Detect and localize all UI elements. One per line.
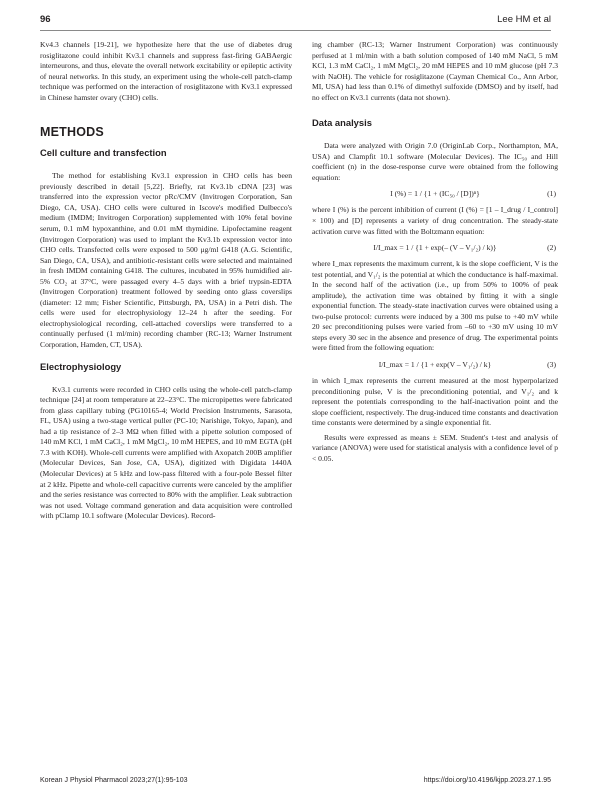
equation-2-explanation: where I_max represents the maximum current, k is the slope coefficient, V is the test potential, and V₁/₂ is the potential at which the conductance is half-maximal. In the second half of the activation (i.e., up from 50% to 100% of peak amplitude), the activation time was obtained by fitting it with a single exponential function. The steady-state inactivation curves were obtained using a two-pulse protocol: currents were induced by a 300 ms pulse to +40 mV while 20 sec preconditioning pulses were varied from –60 to +30 mV using 10 mV steps every 30 sec in the absence and presence of drug. The experimental points were fitted from the following equation: bbox=[312, 259, 558, 353]
journal-citation: Korean J Physiol Pharmacol 2023;27(1):95-103 bbox=[40, 777, 188, 784]
cell-culture-paragraph: The method for establishing Kv3.1 expression in CHO cells has been previously described in detail [5,22]. Briefly, rat Kv3.1b cDNA [23] was transferred into the expression vector pRc/CMV (Invitrogen Corporation, San Diego, CA, USA). CHO cells were cultured in Iscove's modified Dulbecco's medium (IMDM; Invitrogen Corporation) supplemented with 10% fetal bovine serum, 0.1 mM hypoxanthine, and 0.01 mM thymidine. Lipofectamine reagent (Invitrogen Corporation) was used to implant the Kv3.1b expression vector into CHO cells. Transfected cells were exposed to 500 μg/ml G418 (A.G. Scientific, San Diego, CA, USA), and antibiotic-resistant cells were selected and maintained in fresh IMDM containing G418. The cultures, incubated in 95% humidified air-5% CO₂ at 37°C, were passaged every 4–5 days with a brief trypsin-EDTA (Invitrogen Corporation) treatment followed by seeding onto glass coverslips (diameter: 12 mm; Fisher Scientific, Pittsburgh, PA, USA) in a Petri dish. The cells were used for electrophysiology 12–24 h after the seeding. For electrophysiological recording, cell-attached coverslips were transferred to a continually perfused (1 ml/min) recording chamber (RC-13; Warner Instrument Corporation, Hamden, CT, USA). bbox=[40, 171, 292, 350]
methods-heading: METHODS bbox=[40, 125, 104, 140]
equation-1-formula: I (%) = 1 / {1 + (IC₅₀ / [D])ⁿ} bbox=[390, 189, 480, 199]
equation-3-number: (3) bbox=[547, 360, 556, 370]
page-number: 96 bbox=[40, 14, 51, 25]
intro-paragraph: Kv4.3 channels [19-21], we hypothesize here that the use of diabetes drug rosiglitazone could inhibit Kv3.1 channels and suppress fast-firing GABAergic interneurons, and thus, elevate the overall network excitability or epileptic activity of neural networks. In this study, an experiment using the whole-cell patch-clamp technique was performed on the interaction of rosiglitazone with Kv3.1 expressed in Chinese hamster ovary (CHO) cells. bbox=[40, 40, 292, 102]
electrophysiology-heading: Electrophysiology bbox=[40, 360, 122, 372]
equation-2-number: (2) bbox=[547, 243, 556, 253]
equation-1 bbox=[312, 183, 558, 205]
equation-1-number: (1) bbox=[547, 189, 556, 199]
cell-culture-heading: Cell culture and transfection bbox=[40, 147, 167, 159]
doi-link[interactable]: https://doi.org/10.4196/kjpp.2023.27.1.95 bbox=[423, 777, 551, 784]
page-header bbox=[40, 14, 551, 30]
running-authors: Lee HM et al bbox=[497, 14, 551, 25]
header-rule bbox=[40, 30, 551, 31]
equation-3-explanation: in which I_max represents the current measured at the most hyperpolarized preconditioning pulse, V is the preconditioning potential, and V₁/₂ and k represent the potentials corresponding to the half-inactivation point and the slope coefficient, respectively. The drug-induced time constants and deactivation time constants were determined by a single exponential fit. bbox=[312, 376, 558, 428]
chamber-paragraph: ing chamber (RC-13; Warner Instrument Corporation) was continuously perfused at 1 ml/min with a bath solution composed of 140 mM NaCl, 5 mM KCl, 1.3 mM CaCl₂, 1 mM MgCl₂, 20 mM HEPES and 10 mM glucose (pH 7.3 with NaOH). The vehicle for rosiglitazone (Cayman Chemical Co., Ann Arbor, MI, USA) had less than 0.1% of dimethyl sulfoxide (DMSO) and by itself, had no effect on Kv3.1 currents (data not shown). bbox=[312, 40, 558, 102]
statistics-paragraph: Results were expressed as means ± SEM. Student's t-test and analysis of variance (ANOVA) were used for statistical analysis with a confidence level of p < 0.05. bbox=[312, 432, 558, 463]
equation-3-formula: I/I_max = 1 / {1 + exp(V – V₁/₂) / k} bbox=[378, 360, 492, 370]
data-analysis-heading: Data analysis bbox=[312, 117, 372, 129]
electrophysiology-paragraph: Kv3.1 currents were recorded in CHO cells using the whole-cell patch-clamp technique [24] at room temperature at 22–23°C. The micropipettes were fabricated from glass capillary tubing (PG10165-4; World Precision Instruments, Sarasota, FL, USA) using a two-stage vertical puller (PC-10; Narishige, Tokyo, Japan), and had a tip resistance of 2–3 MΩ when filled with a pipette solution composed of 140 mM KCl, 1 mM CaCl₂, 1 mM MgCl₂, 10 mM HEPES, and 10 mM EGTA (pH 7.3 with KOH). Whole-cell currents were amplified with Axopatch 200B amplifier (Molecular Devices, San Jose, CA, USA), digitized with Digidata 1440A (Molecular Devices) at 5 kHz and low-pass filtered with a four-pole Bessel filter at 2 kHz. Pipette and whole-cell capacitive currents were canceled by the amplifier and the series resistance was corrected to 80% with the amplifier. Leak subtraction was not used. Voltage command generation and data acquisition were controlled with pClamp 10.1 software (Molecular Devices). Record- bbox=[40, 384, 292, 521]
page-footer bbox=[40, 777, 551, 789]
data-analysis-paragraph: Data were analyzed with Origin 7.0 (OriginLab Corp., Northampton, MA, USA) and Clampfit 10.1 software (Molecular Devices). The IC₅₀ and Hill coefficient (n) in the dose-response curve were obtained from the following equation: bbox=[312, 141, 558, 182]
equation-3 bbox=[312, 354, 558, 376]
equation-1-explanation: where I (%) is the percent inhibition of current (I (%) = [1 – I_drug / I_control] × 100) and [D] represents a variety of drug concentration. The steady-state activation curve was fitted with the Boltzmann equation: bbox=[312, 205, 558, 236]
left-column bbox=[40, 40, 292, 522]
equation-2 bbox=[312, 237, 558, 259]
right-column bbox=[312, 40, 558, 464]
equation-2-formula: I/I_max = 1 / {1 + exp(– (V – V₁/₂) / k)} bbox=[373, 243, 497, 253]
